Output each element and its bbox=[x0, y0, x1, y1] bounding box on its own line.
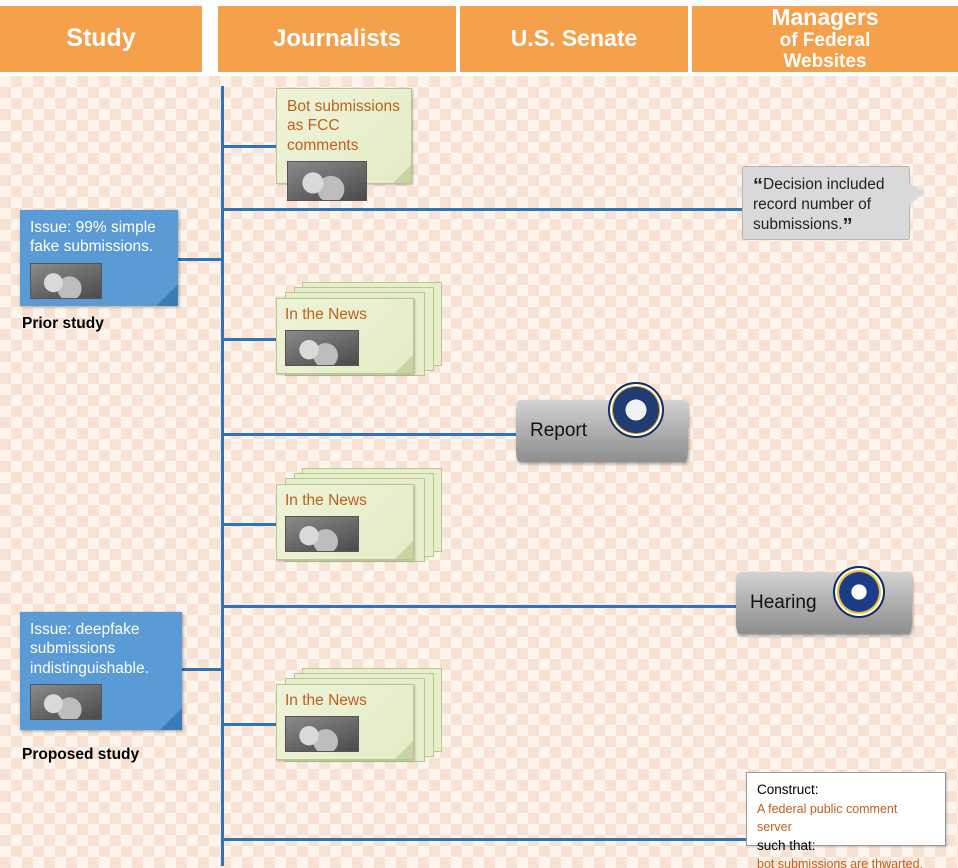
connector-hearing bbox=[221, 605, 741, 608]
note-in-the-news[interactable] bbox=[276, 298, 414, 374]
note-prior-study[interactable] bbox=[20, 210, 178, 306]
column-header-study bbox=[0, 6, 202, 72]
facepalm-statue-image bbox=[287, 161, 367, 201]
connector-news-3 bbox=[221, 723, 281, 726]
note-proposed-study[interactable] bbox=[20, 612, 182, 730]
column-header-managers-label-rest: of Federal bbox=[779, 29, 871, 51]
note-in-the-news[interactable] bbox=[276, 484, 414, 560]
spine-journalists bbox=[221, 86, 224, 866]
quote-period: . bbox=[838, 216, 843, 234]
column-header-study-label: Study bbox=[66, 24, 136, 53]
note-in-the-news[interactable] bbox=[276, 684, 414, 760]
note-bot-submissions-line2: as FCC comments bbox=[287, 117, 359, 154]
senate-seal-icon bbox=[608, 382, 664, 438]
open-quote-glyph: “ bbox=[753, 175, 763, 197]
connector-proposed-study bbox=[176, 668, 224, 671]
connector-bubble bbox=[221, 208, 746, 211]
news-stack-3[interactable] bbox=[276, 668, 440, 760]
banner-hearing-label: Hearing bbox=[750, 592, 817, 613]
note-corner-fold-icon bbox=[395, 741, 413, 759]
facepalm-statue-image bbox=[30, 263, 102, 299]
quote-text-1: Decision included bbox=[763, 176, 885, 193]
bubble-tail-icon bbox=[908, 183, 925, 206]
construct-line-1: A federal public comment server bbox=[757, 801, 898, 834]
column-header-senate bbox=[460, 6, 688, 72]
facepalm-statue-image bbox=[285, 716, 359, 752]
fcc-seal-icon bbox=[833, 566, 885, 618]
connector-prior-study bbox=[176, 258, 224, 261]
banner-report-label: Report bbox=[530, 420, 588, 441]
quote-text-3: submissions bbox=[753, 216, 839, 234]
note-in-the-news-title: In the News bbox=[285, 492, 367, 509]
connector-bot-submissions bbox=[221, 145, 281, 148]
column-header-journalists-label: Journalists bbox=[272, 24, 402, 52]
caption-prior-study: Prior study bbox=[22, 315, 104, 332]
column-header-managers-label: Managers bbox=[771, 4, 879, 31]
facepalm-statue-image bbox=[285, 330, 359, 366]
note-corner-fold-icon bbox=[160, 708, 182, 730]
facepalm-statue-image bbox=[30, 684, 102, 720]
column-header-senate-label: U.S. Senate bbox=[510, 25, 638, 52]
note-bot-submissions-line1: Bot submissions bbox=[287, 98, 400, 115]
caption-proposed-study: Proposed study bbox=[22, 746, 140, 763]
quote-bubble-decision[interactable] bbox=[742, 166, 910, 240]
connector-news-1 bbox=[221, 338, 281, 341]
construct-title: Construct: bbox=[757, 782, 819, 797]
note-proposed-study-line2: submissions bbox=[30, 640, 116, 658]
note-proposed-study-line3: indistinguishable. bbox=[30, 659, 149, 677]
note-bot-submissions[interactable] bbox=[276, 88, 412, 184]
column-header-managers-label-line2: Websites bbox=[783, 50, 867, 72]
column-header-journalists bbox=[218, 6, 456, 72]
banner-hearing[interactable] bbox=[736, 572, 912, 634]
construct-line-3: bot submissions are thwarted. bbox=[757, 857, 924, 868]
quote-line-2: record number of bbox=[753, 196, 872, 214]
facepalm-statue-image bbox=[285, 516, 359, 552]
construct-box[interactable] bbox=[746, 772, 946, 868]
news-stack-2[interactable] bbox=[276, 468, 440, 560]
connector-news-2 bbox=[221, 523, 281, 526]
connector-construct bbox=[221, 838, 751, 841]
column-header-managers bbox=[692, 6, 958, 72]
note-corner-fold-icon bbox=[156, 284, 178, 306]
note-in-the-news-title: In the News bbox=[285, 692, 367, 709]
close-quote-glyph: ” bbox=[842, 215, 853, 238]
note-prior-study-line1: Issue: 99% simple bbox=[30, 219, 156, 236]
quote-line-1 bbox=[753, 175, 899, 195]
note-corner-fold-icon bbox=[395, 541, 413, 559]
connector-report bbox=[221, 433, 521, 436]
note-corner-fold-icon bbox=[393, 165, 411, 183]
note-proposed-study-line1: Issue: deepfake bbox=[30, 621, 140, 638]
note-corner-fold-icon bbox=[395, 355, 413, 373]
news-stack-1[interactable] bbox=[276, 282, 440, 374]
note-prior-study-line2: fake submissions. bbox=[30, 238, 154, 256]
quote-line-3 bbox=[753, 215, 899, 238]
note-in-the-news-title: In the News bbox=[285, 306, 367, 323]
construct-line-2: such that: bbox=[757, 837, 816, 853]
